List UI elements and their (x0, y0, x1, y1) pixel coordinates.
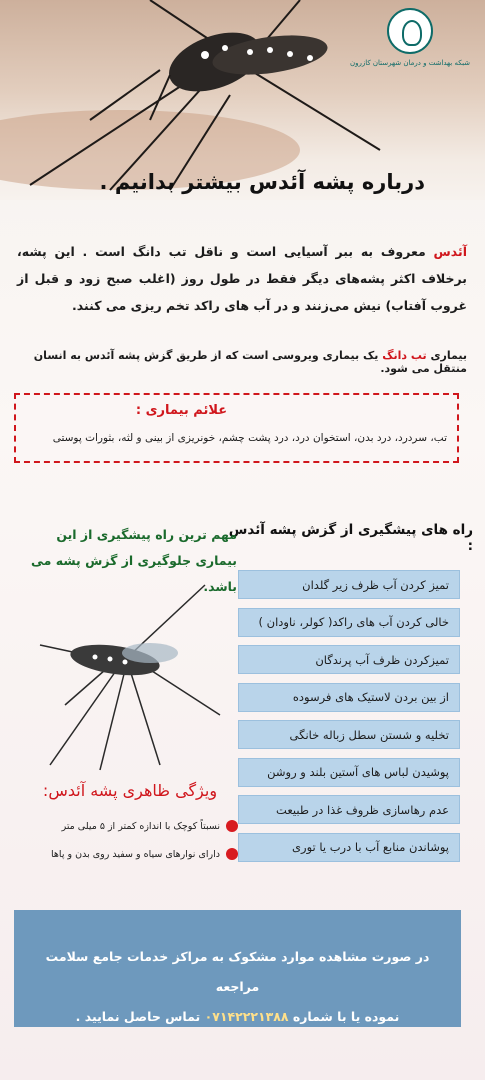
note-suffix: یک بیماری ویروسی است که از طریق گزش پشه آئدس به انسان منتقل می شود. (33, 349, 467, 375)
feature-text: نسبتاً کوچک با اندازه کمتر از ۵ میلی متر (61, 820, 220, 832)
list-item: پوشیدن لباس های آستین بلند و روشن (238, 758, 460, 787)
intro-paragraph (17, 238, 467, 319)
note-prefix: بیماری (426, 349, 467, 362)
page-title: درباره پشه آئدس بیشتر بدانیم . (99, 170, 425, 194)
dengue-note (12, 349, 467, 375)
prevention-title: راه های پیشگیری از گزش پشه آئدس : (228, 522, 473, 554)
features-title: ویژگی ظاهری پشه آئدس: (42, 781, 218, 800)
symptoms-title: علائم بیماری : (135, 403, 228, 418)
intro-text: معروف به ببر آسیایی است و ناقل تب دانگ است . این پشه، برخلاف اکثر پشه‌های دیگر فقط در طول روز (اغلب صبح زود و قبل از غروب آفتاب) نیش می‌زنند و در آب های راکد تخم ریزی می کنند. (17, 244, 467, 313)
note-highlight: تب دانگ (382, 349, 427, 362)
contact-footer (14, 910, 461, 1027)
feature-item (28, 848, 238, 860)
organization-logo (345, 8, 475, 68)
list-item: تخلیه و شستن سطل زباله خانگی (238, 720, 460, 749)
footer-text-a: نموده یا با شماره (288, 1009, 400, 1024)
prevention-list (238, 570, 460, 870)
list-item: تمیزکردن ظرف آب پرندگان (238, 645, 460, 674)
symptoms-box (14, 393, 459, 463)
list-item: پوشاندن منابع آب با درب یا توری (238, 833, 460, 862)
list-item: تمیز کردن آب ظرف زیر گلدان (238, 570, 460, 599)
bullet-icon (226, 820, 238, 832)
list-item: از بین بردن لاستیک های فرسوده (238, 683, 460, 712)
logo-caption: شبکه بهداشت و درمان شهرستان کازرون (349, 59, 471, 67)
phone-number: ۰۷۱۴۲۲۲۱۳۸۸ (204, 1009, 289, 1024)
footer-line-2 (34, 1002, 441, 1032)
mosquito-illustration-icon (10, 575, 230, 775)
prevention-important-note: مهم ترین راه پیشگیری از این بیماری جلوگیری از گزش پشه می باشد. (31, 527, 237, 594)
list-item: عدم رهاسازی ظروف غذا در طبیعت (238, 795, 460, 824)
list-item: خالی کردن آب های راکد( کولر، ناودان ) (238, 608, 460, 637)
symptoms-text: تب، سردرد، درد بدن، استخوان درد، درد پشت چشم، خونریزی از بینی و لثه، بثورات پوستی (52, 432, 447, 444)
bullet-icon (226, 848, 238, 860)
footer-text-b: تماس حاصل نمایید . (75, 1009, 205, 1024)
intro-highlight: آئدس (433, 244, 467, 259)
feature-item (28, 820, 238, 832)
health-network-logo-icon (387, 8, 433, 54)
feature-text: دارای نوارهای سیاه و سفید روی بدن و پاها (51, 848, 220, 860)
footer-line-1: در صورت مشاهده موارد مشکوک به مراکز خدمات جامع سلامت مراجعه (45, 949, 430, 994)
